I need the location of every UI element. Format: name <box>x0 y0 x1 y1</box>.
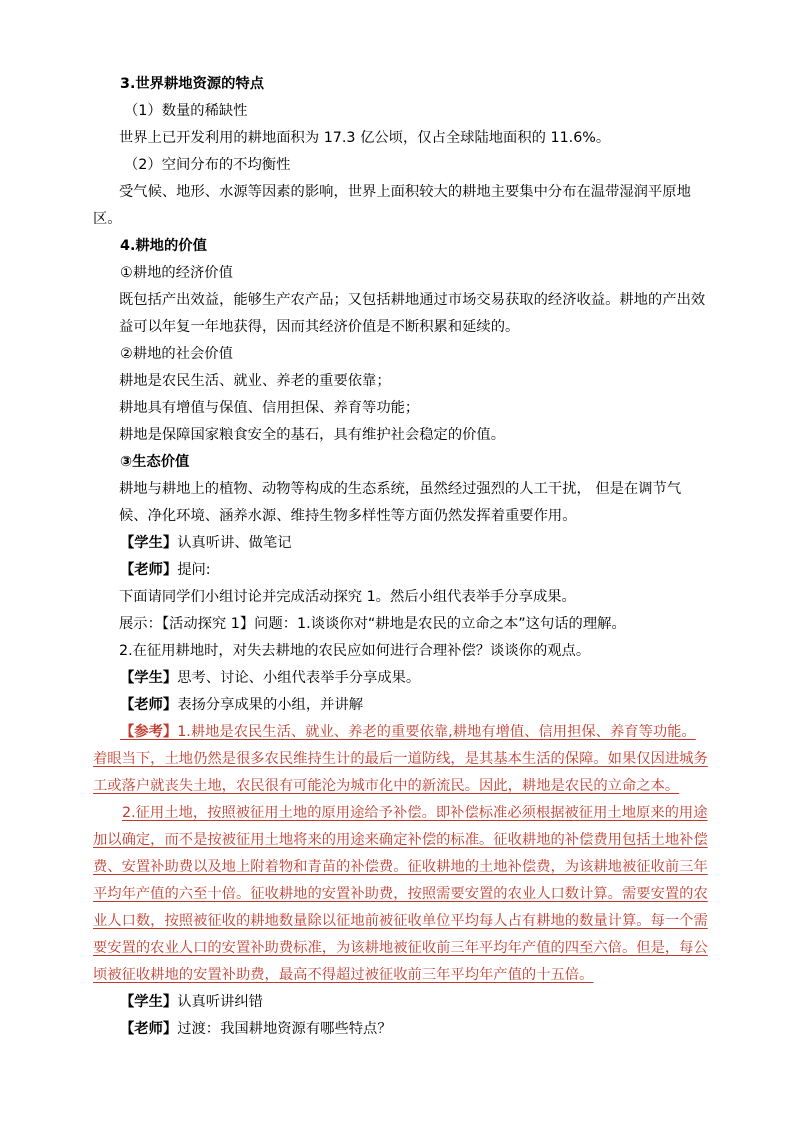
reference-text: 工或落户就丧失土地，农民很有可能沦为城市化中的新流民。因此，耕地是农民的立命之本。 <box>93 778 680 794</box>
reference-answer-line-5 <box>93 827 708 854</box>
teacher-note-text: 提问: <box>177 562 211 578</box>
student-note-2 <box>120 665 700 692</box>
student-note-3 <box>120 989 700 1016</box>
reference-answer-line-8 <box>93 908 708 935</box>
section-4-subheading-2: ②耕地的社会价值 <box>120 346 233 362</box>
section-3-paragraph-2a: 受气候、地形、水源等因素的影响，世界上面积较大的耕地主要集中分布在温带湿润平原地 <box>119 184 691 200</box>
reference-text: 着眼当下，土地仍然是很多农民维持生计的最后一道防线，是其基本生活的保障。如果仅因进城务 <box>93 751 708 767</box>
section-4-paragraph-5a: 耕地与耕地上的植物、动物等构成的生态系统，虽然经过强烈的人工干扰， 但是在调节气 <box>119 481 682 497</box>
teacher-note-text: 表扬分享成果的小组，并讲解 <box>177 697 364 713</box>
document-body <box>93 71 708 1043</box>
reference-answer-line-3 <box>93 773 700 800</box>
reference-answer-line-9 <box>93 935 708 962</box>
reference-text: 要安置的农业人口的安置补助费标准，为该耕地被征收前三年平均年产值的四至六倍。但是，每公 <box>93 940 708 956</box>
reference-text: 费、安置补助费以及地上附着物和青苗的补偿费。征收耕地的土地补偿费，为该耕地被征收前三年 <box>93 859 708 875</box>
section-3-title: 3.世界耕地资源的特点 <box>120 76 265 92</box>
teacher-note-text: 过渡：我国耕地资源有哪些特点？ <box>177 1021 392 1037</box>
reference-text: 平均年产值的六至十倍。征收耕地的安置补助费，按照需要安置的农业人口数计算。需要安置的农 <box>93 886 708 902</box>
reference-answer-line-7 <box>93 881 708 908</box>
activity-question-1-text: 【活动探究 1】问题：1.谈谈你对“耕地是农民的立命之本”这句话的理解。 <box>161 616 626 632</box>
student-tag: 【学生】 <box>120 670 178 686</box>
reference-answer-line-10 <box>93 962 700 989</box>
reference-text: 2.征用土地，按照被征用土地的原用途给予补偿。即补偿标准必须根据被征用土地原来的用途 <box>122 805 708 821</box>
teacher-note-2 <box>120 692 700 719</box>
section-4-paragraph-5b: 候、净化环境、涵养水源、维持生物多样性等方面仍然发挥着重要作用。 <box>119 508 577 524</box>
section-4-paragraph-1b: 益可以年复一年地获得，因而其经济价值是不断积累和延续的。 <box>119 319 520 335</box>
section-4-title: 4.耕地的价值 <box>120 238 207 254</box>
student-note-text: 认真听讲纠错 <box>177 994 263 1010</box>
student-note-text: 思考、讨论、小组代表举手分享成果。 <box>177 670 421 686</box>
student-note-text: 认真听讲、做笔记 <box>177 535 292 551</box>
reference-answer-line-4 <box>122 800 708 827</box>
reference-text: 1.耕地是农民生活、就业、养老的重要依靠,耕地有增值、信用担保、养育等功能。 <box>177 724 696 740</box>
section-4-paragraph-4: 耕地是保障国家粮食安全的基石，具有维护社会稳定的价值。 <box>119 427 506 443</box>
reference-text: 业人口数，按照被征收的耕地数量除以征地前被征收单位平均每人占有耕地的数量计算。每一个需 <box>93 913 708 929</box>
section-4-subheading-1: ①耕地的经济价值 <box>120 265 233 281</box>
show-label: 展示： <box>119 616 162 632</box>
task-intro: 下面请同学们小组讨论并完成活动探究 1。然后小组代表举手分享成果。 <box>119 589 576 605</box>
section-3-subheading-2: （2）空间分布的不均衡性 <box>124 157 291 173</box>
reference-answer-line-2 <box>93 746 708 773</box>
student-tag: 【学生】 <box>120 994 178 1010</box>
teacher-note-3 <box>120 1016 700 1043</box>
section-3-paragraph-2b: 区。 <box>93 211 122 227</box>
reference-text: 加以确定，而不是按被征用土地将来的用途来确定补偿的标准。征收耕地的补偿费用包括土地补偿 <box>93 832 708 848</box>
section-4-paragraph-2: 耕地是农民生活、就业、养老的重要依靠； <box>119 373 391 389</box>
section-3-subheading-1: （1）数量的稀缺性 <box>124 103 248 119</box>
teacher-note-1 <box>120 557 700 584</box>
reference-answer-line-1 <box>120 719 700 746</box>
reference-tag: 【参考】 <box>120 724 178 740</box>
section-4-subheading-3: ③生态价值 <box>120 454 190 470</box>
section-4-paragraph-3: 耕地具有增值与保值、信用担保、养育等功能； <box>119 400 420 416</box>
reference-text: 顷被征收耕地的安置补助费，最高不得超过被征收前三年平均年产值的十五倍。 <box>93 967 594 983</box>
teacher-tag: 【老师】 <box>120 697 178 713</box>
section-4-paragraph-1a: 既包括产出效益，能够生产农产品；又包括耕地通过市场交易获取的经济收益。耕地的产出效 <box>119 292 706 308</box>
student-tag: 【学生】 <box>120 535 178 551</box>
activity-question-1 <box>119 611 700 638</box>
teacher-tag: 【老师】 <box>120 1021 178 1037</box>
student-note-1 <box>120 530 700 557</box>
section-3-paragraph-1: 世界上已开发利用的耕地面积为 17.3 亿公顷，仅占全球陆地面积的 11.6%。 <box>119 130 611 146</box>
activity-question-2: 2.在征用耕地时，对失去耕地的农民应如何进行合理补偿？谈谈你的观点。 <box>119 643 591 659</box>
teacher-tag: 【老师】 <box>120 562 178 578</box>
reference-answer-line-6 <box>93 854 708 881</box>
